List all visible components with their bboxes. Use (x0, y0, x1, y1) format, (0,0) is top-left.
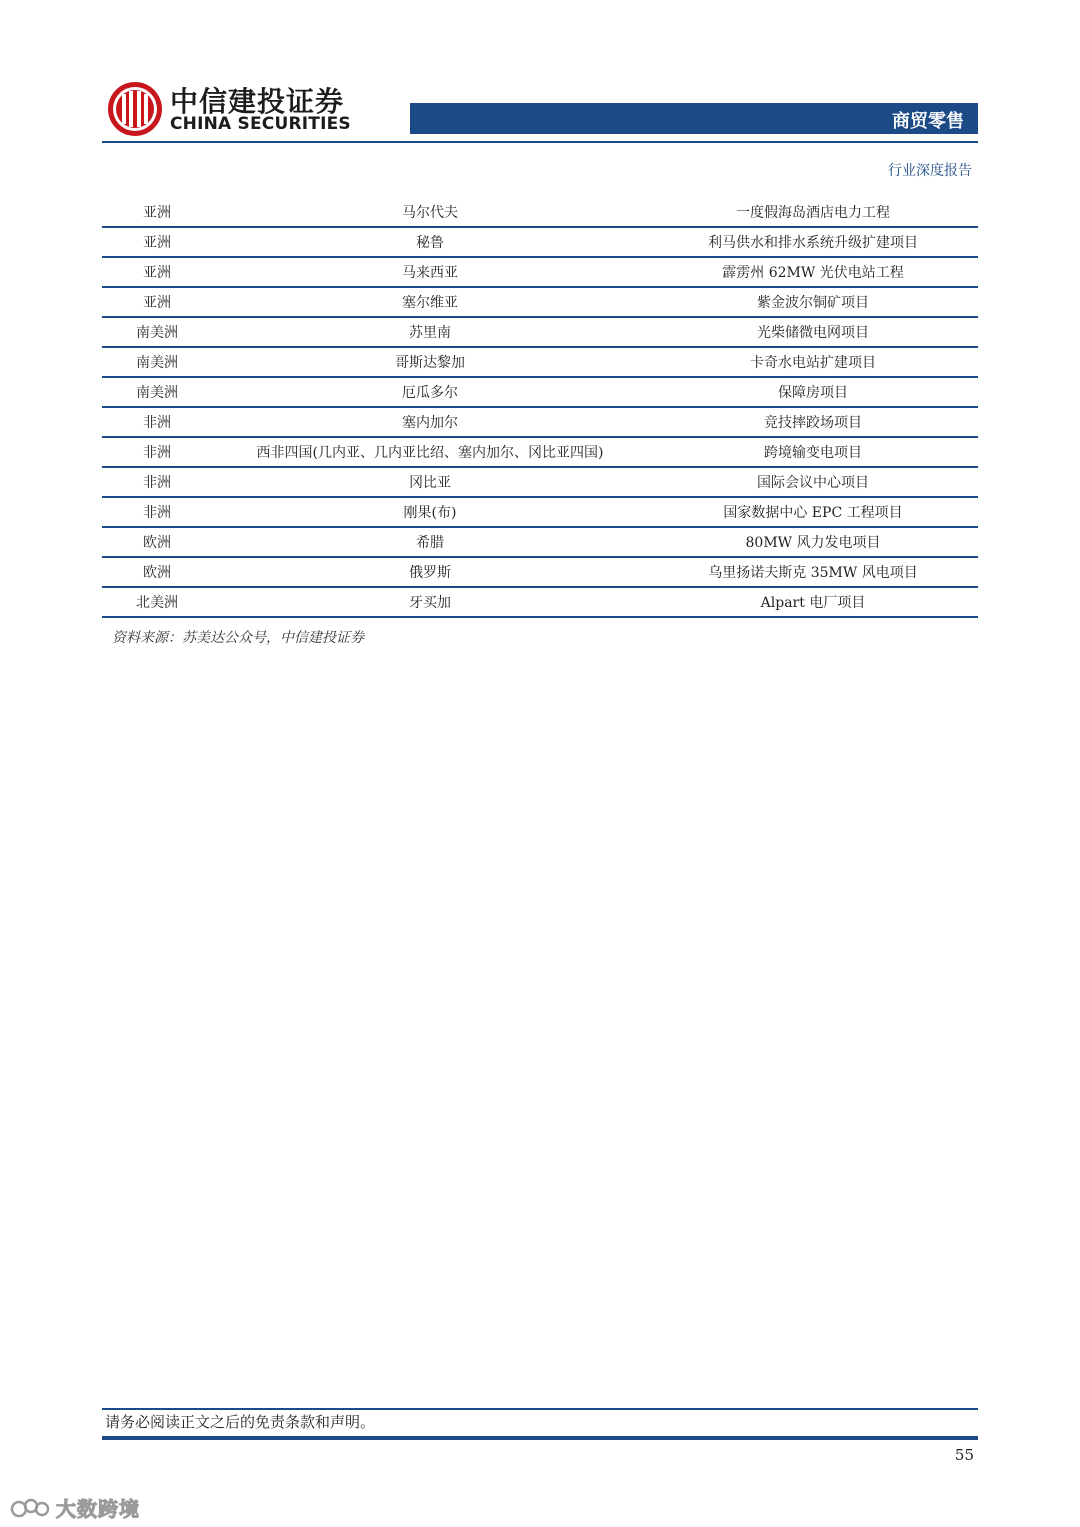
watermark (10, 1493, 140, 1522)
project-cell: 国际会议中心项目 (757, 475, 869, 491)
source-note: 资料来源：苏美达公众号，中信建投证券 (112, 630, 364, 646)
region-cell: 非洲 (143, 445, 171, 461)
report-type-label: 行业深度报告 (888, 163, 972, 179)
project-cell: 紫金波尔铜矿项目 (757, 295, 869, 311)
region-cell: 亚洲 (143, 295, 171, 311)
footer-divider-top (102, 1408, 978, 1410)
region-cell: 欧洲 (143, 565, 171, 581)
country-cell: 牙买加 (409, 595, 451, 611)
region-cell: 非洲 (143, 475, 171, 491)
logo-chinese-name: 中信建投证券 (170, 85, 345, 118)
project-table (102, 198, 978, 618)
region-cell: 非洲 (143, 415, 171, 431)
project-cell: Alpart 电厂项目 (760, 595, 866, 611)
table-row (102, 408, 978, 438)
country-cell: 马尔代夫 (402, 205, 458, 221)
table-row (102, 438, 978, 468)
table-row (102, 228, 978, 258)
page-header (0, 0, 1080, 179)
section-banner (410, 103, 978, 134)
country-cell: 塞尔维亚 (402, 295, 458, 311)
country-cell: 西非四国(几内亚、几内亚比绍、塞内加尔、冈比亚四国) (256, 445, 604, 461)
table-row (102, 378, 978, 408)
region-cell: 非洲 (143, 505, 171, 521)
project-cell: 80MW 风力发电项目 (745, 535, 881, 551)
country-cell: 俄罗斯 (409, 565, 451, 581)
region-cell: 北美洲 (136, 595, 178, 611)
project-cell: 国家数据中心 EPC 工程项目 (723, 505, 903, 521)
table-row (102, 318, 978, 348)
project-cell: 光柴储微电网项目 (757, 325, 869, 341)
header-divider (102, 141, 978, 143)
table-row (102, 348, 978, 378)
region-cell: 亚洲 (143, 235, 171, 251)
china-securities-logo-icon (106, 80, 164, 138)
country-cell: 哥斯达黎加 (395, 355, 465, 371)
watermark-text: 大数跨境 (56, 1497, 140, 1521)
table-row (102, 468, 978, 498)
project-cell: 竞技摔跤场项目 (764, 415, 862, 431)
region-cell: 亚洲 (143, 265, 171, 281)
table-row (102, 288, 978, 318)
disclaimer-text: 请务必阅读正文之后的免责条款和声明。 (105, 1413, 376, 1431)
region-cell: 亚洲 (143, 205, 171, 221)
country-cell: 冈比亚 (409, 475, 451, 491)
country-cell: 厄瓜多尔 (402, 385, 458, 401)
region-cell: 欧洲 (143, 535, 171, 551)
project-cell: 一度假海岛酒店电力工程 (736, 205, 890, 221)
table-row (102, 258, 978, 288)
country-cell: 马来西亚 (402, 265, 458, 281)
project-cell: 卡奇水电站扩建项目 (750, 355, 876, 371)
country-cell: 刚果(布) (403, 505, 457, 521)
country-cell: 秘鲁 (416, 235, 444, 251)
country-cell: 希腊 (416, 535, 444, 551)
table-row (102, 498, 978, 528)
project-cell: 保障房项目 (778, 385, 848, 401)
region-cell: 南美洲 (136, 355, 178, 371)
project-cell: 霹雳州 62MW 光伏电站工程 (722, 265, 904, 281)
country-cell: 塞内加尔 (402, 415, 458, 431)
table-row (102, 528, 978, 558)
project-cell: 乌里扬诺夫斯克 35MW 风电项目 (708, 565, 918, 581)
region-cell: 南美洲 (136, 385, 178, 401)
section-title: 商贸零售 (892, 111, 964, 132)
project-cell: 跨境输变电项目 (764, 445, 862, 461)
table-row (102, 588, 978, 618)
logo-english-name: CHINA SECURITIES (170, 114, 351, 134)
page-number: 55 (954, 1446, 974, 1464)
watermark-logo-icon (10, 1496, 50, 1520)
region-cell: 南美洲 (136, 325, 178, 341)
footer-divider-bottom (102, 1436, 978, 1440)
table-row (102, 558, 978, 588)
project-cell: 利马供水和排水系统升级扩建项目 (708, 235, 918, 251)
table-row (102, 198, 978, 228)
country-cell: 苏里南 (409, 325, 451, 341)
